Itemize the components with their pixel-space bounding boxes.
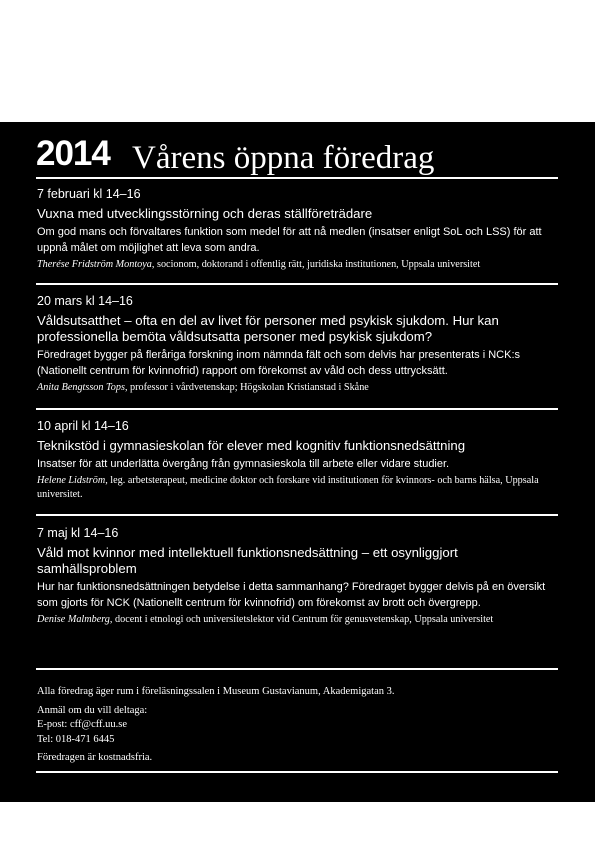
speaker-info: , socionom, doktorand i offentlig rätt, juridiska institutionen, Uppsala universitet (151, 259, 481, 270)
year-heading: 2014 (36, 134, 110, 173)
speaker-name: Therése Fridström Montoya (37, 259, 152, 270)
speaker-info: , leg. arbetsterapeut, medicine doktor och forskare vid institutionen för kvinnors- och barns hälsa, Uppsala universitet. (37, 475, 539, 500)
lecture-date: 10 april kl 14–16 (37, 419, 129, 433)
lecture-description: Föredraget bygger på fleråriga forskning inom nämnda fält och som delvis har presenterats i NCK:s (Nationellt centrum för kvinnofrid) rapport om förekomst av våld och dess uttrycksätt. (37, 349, 521, 377)
lecture-title: Våldsutsatthet – ofta en del av livet för personer med psykisk sjukdom. Hur kan professionella bemöta våldsutsatta personer med psykisk sjukdom? (37, 313, 499, 344)
lecture-item (37, 293, 558, 395)
lecture-speaker (37, 258, 558, 272)
divider (36, 408, 558, 410)
page-header (36, 132, 558, 178)
lecture-description: Om god mans och förvaltares funktion som medel för att nå medlen (insatser enligt SoL och LSS) för att uppnå målet om möjlighet att leva som andra. (37, 226, 542, 254)
program-panel (0, 122, 595, 802)
lecture-date: 7 maj kl 14–16 (37, 526, 119, 540)
cost-text: Föredragen är kostnadsfria. (37, 752, 153, 763)
divider (36, 177, 558, 179)
speaker-info: , docent i etnologi och universitetslektor vid Centrum för genusvetenskap, Uppsala universitet (109, 614, 494, 625)
lecture-speaker (37, 474, 558, 502)
speaker-info: , professor i vårdvetenskap; Högskolan Kristianstad i Skåne (124, 382, 369, 393)
lecture-item (37, 186, 558, 272)
footer-info (37, 685, 558, 766)
lecture-title: Våld mot kvinnor med intellektuell funktionsnedsättning – ett osynliggjort samhällsproblem (37, 545, 458, 576)
lecture-date: 20 mars kl 14–16 (37, 294, 133, 308)
divider (36, 668, 558, 670)
email-text: E-post: cff@cff.uu.se (37, 719, 128, 730)
phone-text: Tel: 018-471 6445 (37, 733, 115, 745)
lecture-title: Vuxna med utvecklingsstörning och deras ställföreträdare (37, 206, 373, 221)
lecture-description: Insatser för att underlätta övergång från gymnasieskola till arbete eller vidare studier. (37, 458, 450, 470)
divider (36, 283, 558, 285)
lecture-title: Teknikstöd i gymnasieskolan för elever med kognitiv funktionsnedsättning (37, 438, 466, 453)
speaker-name: Anita Bengtsson Tops (37, 382, 125, 393)
divider (36, 514, 558, 516)
location-text: Alla föredrag äger rum i föreläsningssalen i Museum Gustavianum, Akademigatan 3. (37, 686, 395, 697)
lecture-speaker (37, 381, 558, 395)
lecture-date: 7 februari kl 14–16 (37, 187, 141, 201)
lecture-speaker (37, 613, 558, 627)
speaker-name: Helene Lidström (37, 475, 106, 486)
speaker-name: Denise Malmberg (37, 614, 110, 625)
signup-text: Anmäl om du vill deltaga: (37, 704, 148, 716)
lecture-item (37, 418, 558, 502)
divider (36, 771, 558, 773)
page-title: Vårens öppna föredrag (132, 140, 435, 176)
lecture-item (37, 525, 558, 627)
lecture-description: Hur har funktionsnedsättningen betydelse i detta sammanhang? Föredraget bygger delvis på en översikt som gjorts för NCK (Nationellt centrum för kvinnofrid) om förekomst av brott och övergrepp. (37, 581, 546, 609)
